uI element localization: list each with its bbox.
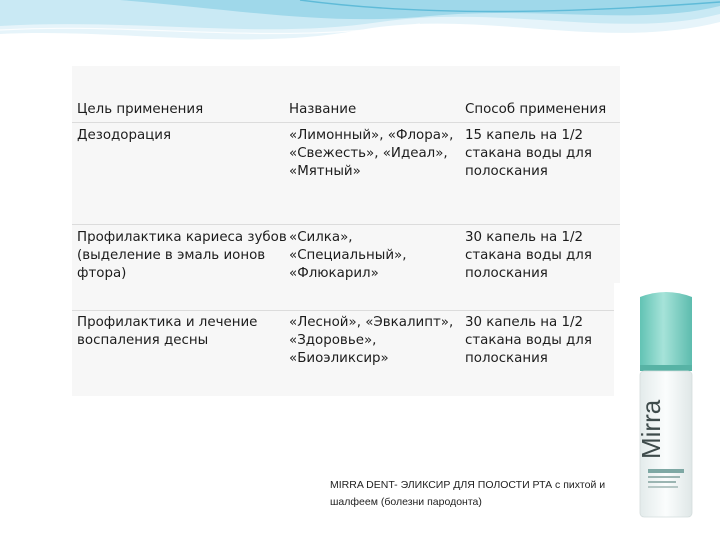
cell-line: «Мятный»: [289, 164, 361, 179]
cell-line: (выделение в эмаль ионов: [77, 248, 266, 263]
row-divider: [72, 310, 620, 311]
cell-line: Профилактика и лечение: [77, 315, 258, 330]
row-divider: [72, 122, 620, 123]
header-name: Название: [289, 102, 357, 117]
cell-name: [289, 229, 407, 283]
bottle-cap-ring: [640, 365, 692, 371]
cell-line: воспаления десны: [77, 333, 209, 348]
cell-line: 30 капель на 1/2: [465, 315, 584, 330]
cell-line: Дезодорация: [77, 128, 172, 143]
product-caption: [330, 477, 605, 511]
cell-method: [465, 229, 592, 283]
cell-line: «Свежесть», «Идеал»,: [289, 146, 448, 161]
cell-line: «Специальный»,: [289, 248, 407, 263]
cell-line: 30 капель на 1/2: [465, 230, 584, 245]
cell-name: [289, 127, 453, 181]
cell-line: «Лесной», «Эвкалипт»,: [289, 315, 454, 330]
cell-line: Профилактика кариеса зубов: [77, 230, 287, 245]
product-image: [614, 283, 718, 529]
row-divider: [72, 224, 620, 225]
cell-line: фтора): [77, 266, 127, 281]
cell-purpose: [77, 229, 287, 283]
cell-method: [465, 127, 592, 181]
header-method: Способ применения: [465, 102, 607, 117]
caption-line: MIRRA DENT- ЭЛИКСИР ДЛЯ ПОЛОСТИ РТА с пихтой и: [330, 479, 606, 491]
cell-line: полоскания: [465, 351, 548, 366]
cell-purpose: [77, 314, 257, 350]
cell-line: «Лимонный», «Флора»,: [289, 128, 454, 143]
cell-purpose: [77, 127, 171, 145]
cell-line: полоскания: [465, 164, 548, 179]
bottle-brand-text: Mirra: [636, 399, 666, 459]
caption-line: шалфеем (болезни пародонта): [330, 496, 482, 508]
bottle-label-line: [648, 481, 676, 483]
cell-line: «Биоэликсир»: [289, 351, 389, 366]
header-purpose: Цель применения: [77, 102, 204, 117]
cell-name: [289, 314, 453, 368]
cell-line: 15 капель на 1/2: [465, 128, 584, 143]
header-wave-decoration: [0, 0, 720, 60]
elixir-bottle-icon: [614, 283, 718, 529]
cell-line: стакана воды для: [465, 146, 592, 161]
cell-line: «Здоровье»,: [289, 333, 377, 348]
bottle-label-strip: [648, 469, 684, 473]
cell-line: «Силка»,: [289, 230, 353, 245]
bottle-label-line: [648, 486, 678, 488]
bottle-cap: [640, 292, 692, 367]
cell-method: [465, 314, 592, 368]
cell-line: стакана воды для: [465, 333, 592, 348]
cell-line: «Флюкарил»: [289, 266, 379, 281]
bottle-label-line: [648, 476, 680, 478]
cell-line: полоскания: [465, 266, 548, 281]
cell-line: стакана воды для: [465, 248, 592, 263]
